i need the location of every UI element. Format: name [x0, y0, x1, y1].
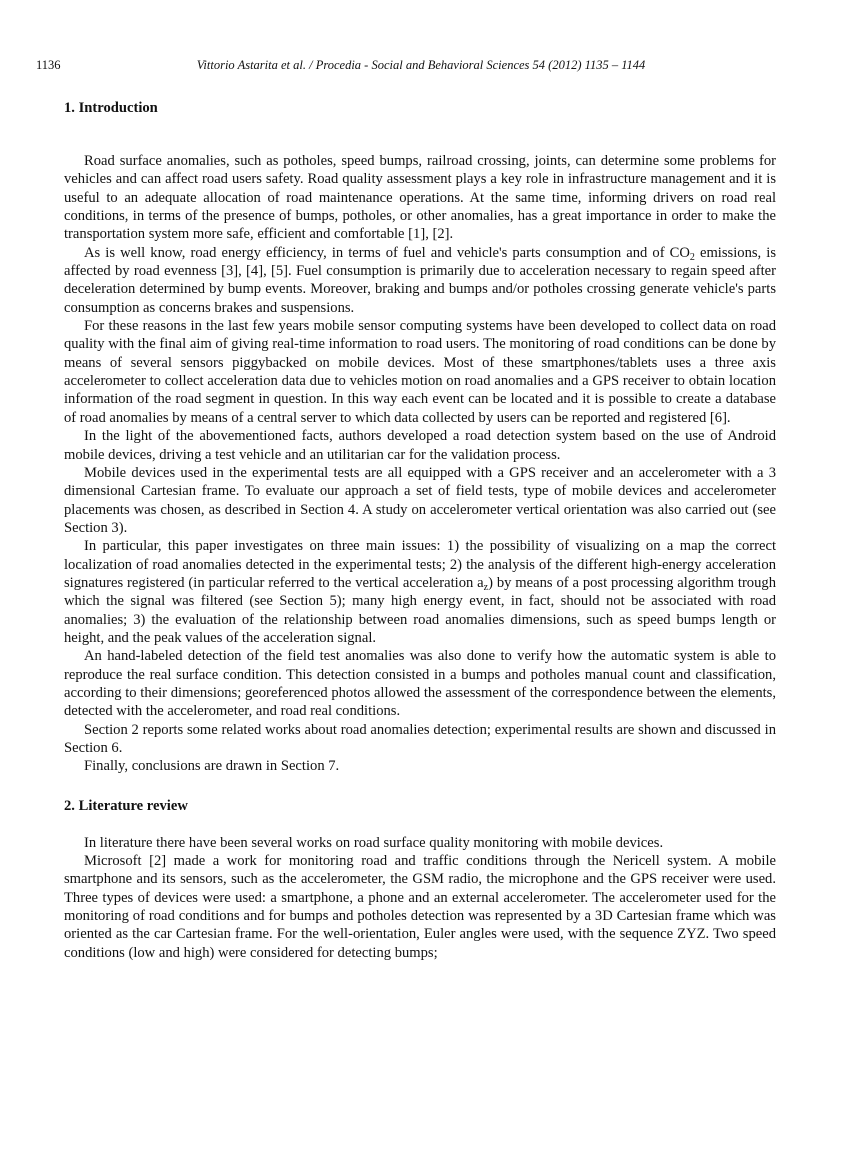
paragraph-text: As is well know, road energy efficiency, in terms of fuel and vehicle's parts consumption and of CO [84, 244, 690, 261]
running-title: Vittorio Astarita et al. / Procedia - Social and Behavioral Sciences 54 (2012) 1135 – 1144 [196, 58, 646, 72]
paragraph: Section 2 reports some related works about road anomalies detection; experimental results are shown and discussed in Section 6. [64, 721, 776, 756]
paragraph [64, 537, 776, 647]
paragraph: In literature there have been several works on road surface quality monitoring with mobile devices. [84, 834, 664, 851]
paragraph-text: ) by means of a post processing algorithm trough which the signal was filtered (see Section 5); many high energy event, in fact, should not be associated with road anomalies; 3) the evaluation of the relationship between road anomalies dimensions, such as speed bumps length or height, and the peak values of the acceleration signal. [64, 574, 776, 646]
section-heading: 1. Introduction [64, 100, 158, 116]
page-body [64, 98, 776, 962]
page-number: 1136 [36, 58, 61, 72]
paragraph: For these reasons in the last few years mobile sensor computing systems have been developed to collect data on road quality with the final aim of giving real-time information to road users. The monitoring of road conditions can be done by means of several sensors piggybacked on mobile devices. Most of these smartphones/tablets uses a three axis accelerometer to collect acceleration data due to vehicles motion on road anomalies and a GPS receiver to obtain location information of the road segment in question. In this way each event can be located and it is possible to create a database of road anomalies by means of a central server to which data collected by users can be reported and registered [6]. [64, 318, 776, 426]
paragraph-text: emissions, is affected by road evenness [3], [4], [5]. Fuel consumption is primarily due to acceleration necessary to regain speed after deceleration determined by bump events. Moreover, braking and bumps and/or potholes crossing generate vehicle's parts consumption as concerns brakes and suspensions. [64, 244, 776, 316]
section-literature-review [64, 796, 776, 962]
paragraph: In the light of the abovementioned facts, authors developed a road detection system based on the use of Android mobile devices, driving a test vehicle and an utilitarian car for the validation process. [64, 428, 776, 463]
paragraph: Finally, conclusions are drawn in Section 7. [84, 758, 340, 775]
subscript: z [483, 581, 489, 593]
paragraph: Mobile devices used in the experimental tests are all equipped with a GPS receiver and an accelerometer with a 3 dimensional Cartesian frame. To evaluate our approach a set of field tests, type of mobile devices and accelerometer placements was chosen, as described in Section 4. A study on accelerometer vertical orientation was also carried out (see Section 3). [64, 464, 776, 536]
paragraph: Road surface anomalies, such as potholes, speed bumps, railroad crossing, joints, can determine some problems for vehicles and can affect road users safety. Road quality assessment plays a key role in infrastructure management and it is useful to an adequate allocation of road maintenance operations. At the same time, informing drivers on road real conditions, in terms of the presence of bumps, potholes, or other anomalies, has a great importance in order to make the transportation system more safe, efficient and comfortable [1], [2]. [64, 153, 776, 243]
paragraph [64, 244, 776, 317]
section-heading: 2. Literature review [64, 797, 188, 814]
subscript: 2 [689, 251, 695, 263]
paragraph-text: In particular, this paper investigates on three main issues: 1) the possibility of visualizing on a map the correct localization of road anomalies detected in the experimental tests; 2) the analysis of the different high-energy acceleration signatures registered (in particular referred to the vertical acceleration a [64, 538, 776, 591]
paragraph: An hand-labeled detection of the field test anomalies was also done to verify how the automatic system is able to reproduce the real surface condition. This detection consisted in a bumps and potholes manual count and classification, according to their dimensions; georeferenced photos allowed the assessment of the correspondence between the elements, detected with the accelerometer, and road real conditions. [64, 648, 776, 720]
paragraph: Microsoft [2] made a work for monitoring road and traffic conditions through the Nericell system. A mobile smartphone and its sensors, such as the accelerometer, the GSM radio, the microphone and the GPS receiver were used. Three types of devices were used: a smartphone, a phone and an external accelerometer. The accelerometer used for the monitoring of road conditions and for bumps and potholes detection was represented by a 3D Cartesian frame which was oriented as the car Cartesian frame. For the well-orientation, Euler angles were used, with the sequence ZYZ. Two speed conditions (low and high) were considered for detecting bumps; [64, 853, 776, 961]
section-introduction [64, 98, 776, 776]
page-header [36, 58, 806, 76]
